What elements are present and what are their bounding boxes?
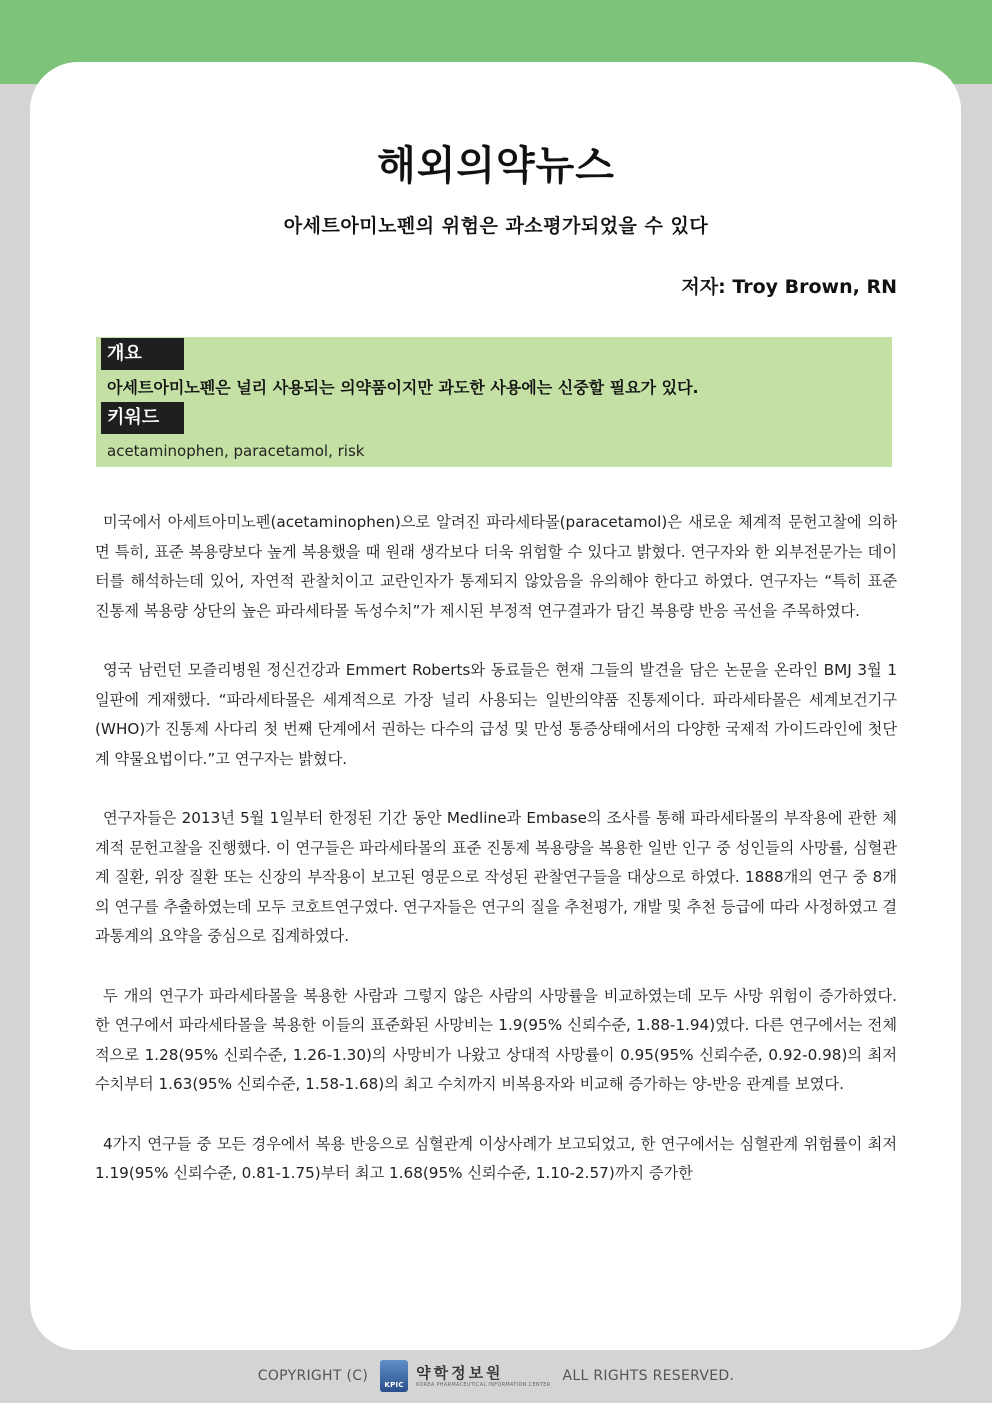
author-line: 저자: Troy Brown, RN <box>681 276 897 298</box>
paragraph: 미국에서 아세트아미노펜(acetaminophen)으로 알려진 파라세타몰(paracetamol)은 새로운 체계적 문헌고찰에 의하면 특히, 표준 복용량보다 높게 복용했을 때 원래 생각보다 더욱 위험할 수 있다고 밝혔다. 연구자와 한 외부전문가는 데이터를 해석하는데 있어, 자연적 관찰치이고 교란인자가 통제되지 않았음을 유의해야 한다고 하였다. 연구자는 “특히 표준 진통제 복용량 상단의 높은 파라세타몰 독성수치”가 제시된 부정적 연구결과가 담긴 복용량 반응 곡선을 주목하였다. <box>95 513 897 620</box>
page-title: 해외의약뉴스 <box>377 143 615 189</box>
summary-box <box>96 337 892 467</box>
overview-text: 아세트아미노펜은 널리 사용되는 의약품이지만 과도한 사용에는 신중할 필요가 있다. <box>107 378 699 397</box>
kpic-logo <box>380 1360 550 1392</box>
paragraph: 연구자들은 2013년 5월 1일부터 한정된 기간 동안 Medline과 Embase의 조사를 통해 파라세타몰의 부작용에 관한 체계적 문헌고찰을 진행했다. 이 연구들은 파라세타몰의 표준 진통제 복용량을 복용한 일반 인구 중 성인들의 사망률, 심혈관계 질환, 위장 질환 또는 신장의 부작용이 보고된 영문으로 작성된 관찰연구들을 대상으로 하였다. 1888개의 연구 중 8개의 연구를 추출하였는데 모두 코호트연구였다. 연구자들은 연구의 질을 추천평가, 개발 및 추천 등급에 따라 사정하였고 결과통계의 요약을 중심으로 집계하였다. <box>95 809 897 945</box>
org-subtitle: KOREA PHARMACEUTICAL INFORMATION CENTER <box>416 1381 551 1388</box>
org-name: 약학정보원 <box>416 1363 504 1382</box>
keywords-label: 키워드 <box>101 402 184 434</box>
overview-label: 개요 <box>101 338 184 370</box>
paragraph: 영국 남런던 모즐리병원 정신건강과 Emmert Roberts와 동료들은 현재 그들의 발견을 담은 논문을 온라인 BMJ 3월 1일판에 게재했다. “파라세타몰은 세계적으로 가장 널리 사용되는 일반의약품 진통제이다. 파라세타몰은 세계보건기구(WHO)가 진통제 사다리 첫 번째 단계에서 권하는 다수의 급성 및 만성 통증상태에서의 다양한 국제적 가이드라인에 첫단계 약물요법이다.”고 연구자는 밝혔다. <box>95 661 897 768</box>
article-title: 아세트아미노펜의 위험은 과소평가되었을 수 있다 <box>283 215 709 237</box>
rights-text: ALL RIGHTS RESERVED. <box>562 1368 735 1384</box>
article-body <box>95 508 897 1189</box>
keywords-text: acetaminophen, paracetamol, risk <box>107 442 365 460</box>
org-text <box>416 1364 550 1389</box>
copyright-text: COPYRIGHT (C) <box>257 1368 369 1384</box>
paragraph: 4가지 연구들 중 모든 경우에서 복용 반응으로 심혈관계 이상사례가 보고되었고, 한 연구에서는 심혈관계 위험률이 최저 1.19(95% 신뢰수준, 0.81-1.75)부터 최고 1.68(95% 신뢰수준, 1.10-2.57)까지 증가한 <box>95 1134 897 1182</box>
paragraph: 두 개의 연구가 파라세타몰을 복용한 사람과 그렇지 않은 사람의 사망률을 비교하였는데 모두 사망 위험이 증가하였다. 한 연구에서 파라세타몰을 복용한 이들의 표준화된 사망비는 1.9(95% 신뢰수준, 1.88-1.94)였다. 다른 연구에서는 전체적으로 1.28(95% 신뢰수준, 1.26-1.30)의 사망비가 나왔고 상대적 사망률이 0.95(95% 신뢰수준, 0.92-0.98)의 최저 수치부터 1.63(95% 신뢰수준, 1.58-1.68)의 최고 수치까지 비복용자와 비교해 증가하는 양-반응 관계를 보였다. <box>95 986 897 1093</box>
footer <box>0 1358 992 1394</box>
kpic-badge-icon: KPIC <box>380 1360 408 1392</box>
